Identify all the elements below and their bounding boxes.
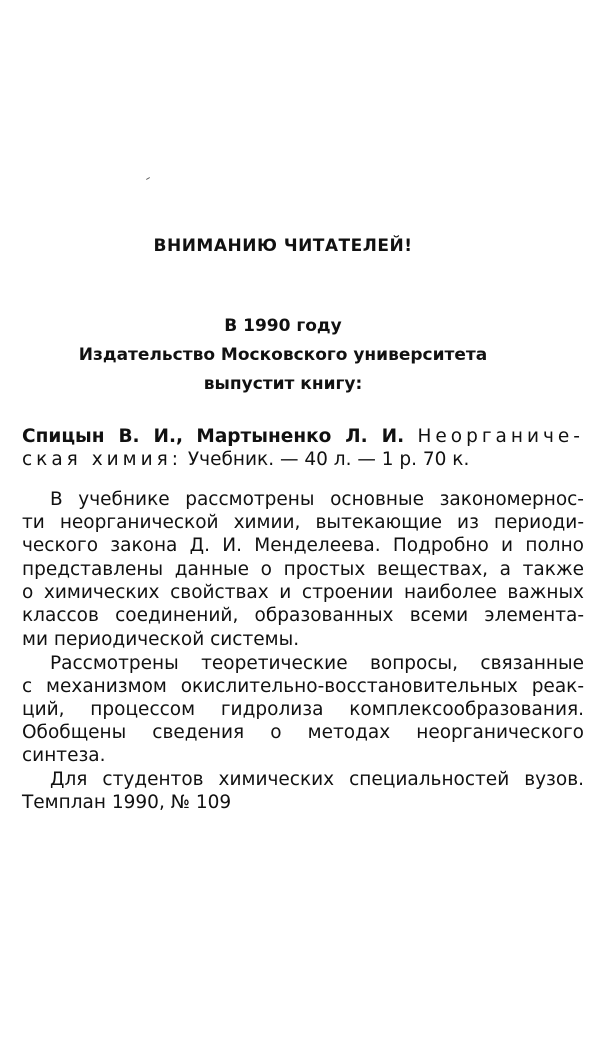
announcement-release: выпустит книгу: xyxy=(203,374,363,394)
body-line: Темплан 1990, № 109 xyxy=(22,792,232,813)
scan-mark xyxy=(146,177,150,180)
body-line: с механизмом окислительно-восстановительных реак- xyxy=(22,676,584,697)
page-heading: ВНИМАНИЮ ЧИТАТЕЛЕЙ! xyxy=(153,236,413,256)
body-line: ций, процессом гидролиза комплексообразования. xyxy=(22,699,584,720)
body-line: о химических свойствах и строении наиболее важных xyxy=(22,582,584,603)
book-title-part-2: ская химия: xyxy=(22,449,183,470)
announcement-year: В 1990 году xyxy=(224,316,342,336)
author-1: Спицын В. И., xyxy=(22,426,184,447)
body-line: Рассмотрены теоретические вопросы, связанные xyxy=(50,653,584,674)
book-citation-line-2 xyxy=(22,448,584,471)
body-line: Для студентов химических специальностей вузов. xyxy=(50,769,584,790)
book-citation-line-1 xyxy=(22,425,584,448)
body-line: Обобщены сведения о методах неорганического xyxy=(22,722,584,743)
book-details: Учебник. — 40 л. — 1 р. 70 к. xyxy=(187,449,470,470)
body-line: синтеза. xyxy=(22,745,106,766)
book-title-part-1: Неорганиче- xyxy=(417,426,584,447)
body-line: В учебнике рассмотрены основные закономернос- xyxy=(50,489,584,510)
author-2: Мартыненко Л. И. xyxy=(196,426,405,447)
body-line: представлены данные о простых веществах, а также xyxy=(22,559,584,580)
body-line: ми периодической системы. xyxy=(22,629,300,650)
body-line: ти неорганической химии, вытекающие из периоди- xyxy=(22,512,584,533)
announcement-publisher: Издательство Московского университета xyxy=(78,345,488,365)
body-line: классов соединений, образованных всеми элемента- xyxy=(22,605,584,626)
body-line: ческого закона Д. И. Менделеева. Подробно и полно xyxy=(22,535,584,556)
